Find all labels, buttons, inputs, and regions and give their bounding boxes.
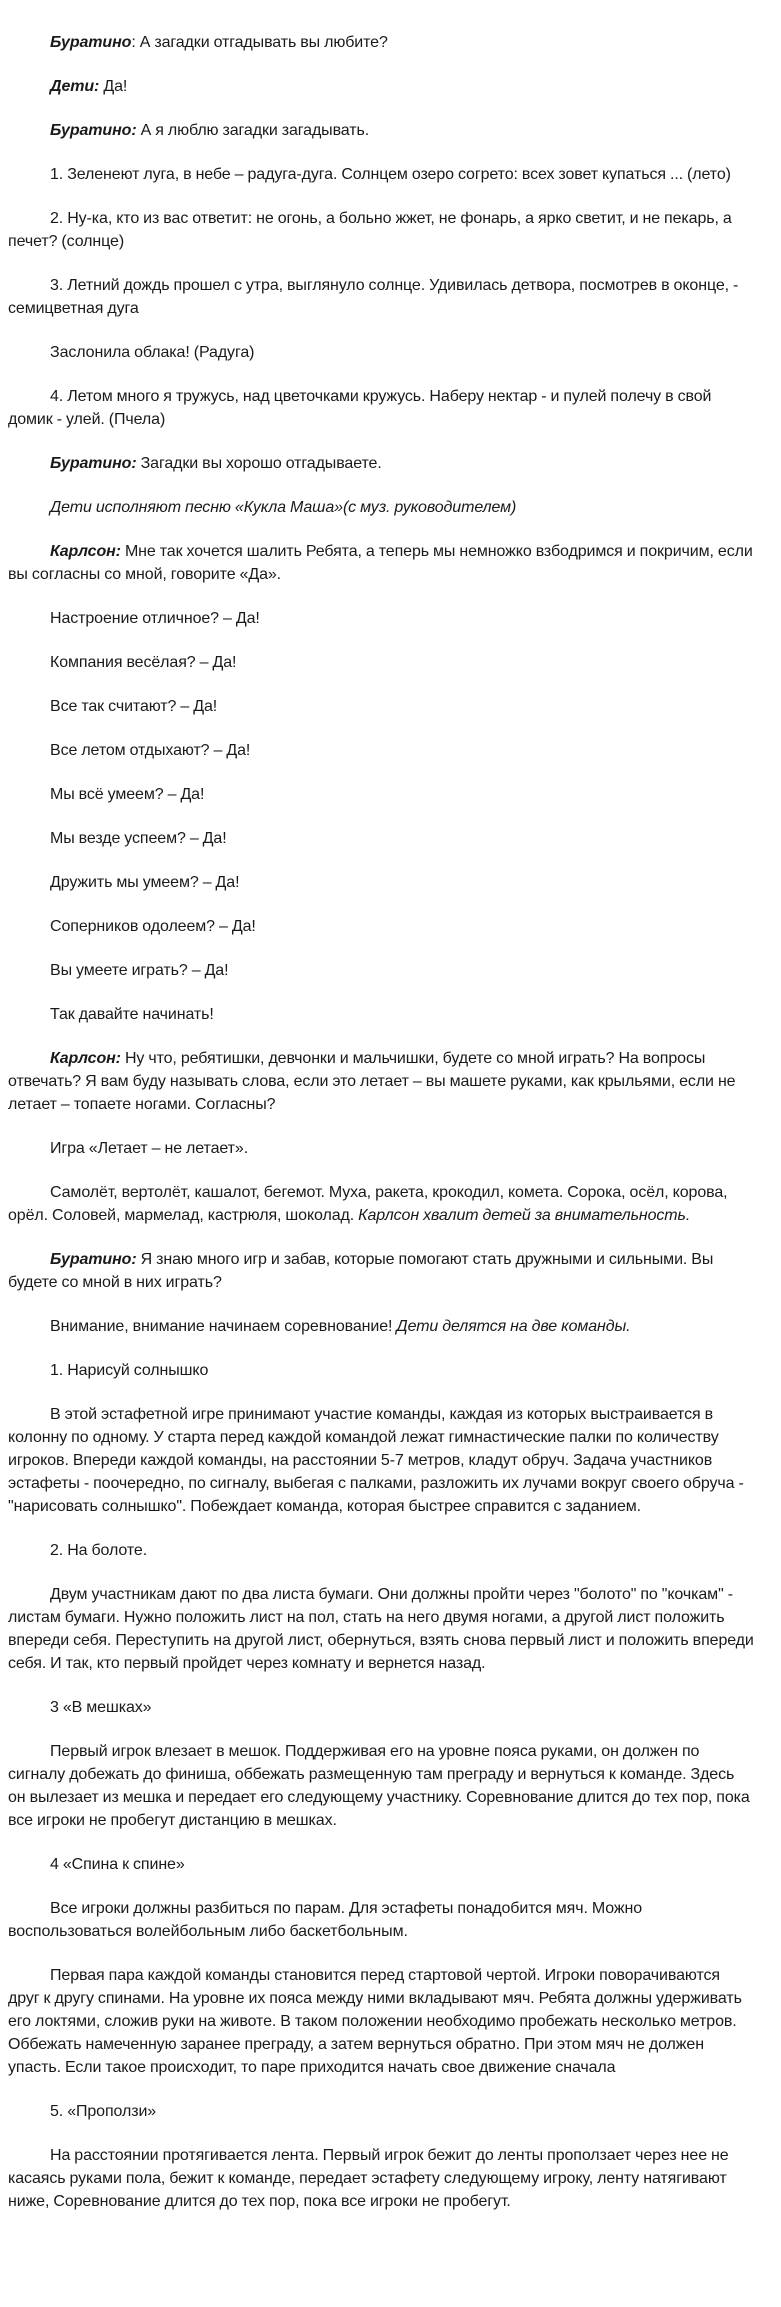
text-run: Ну что, ребятишки, девчонки и мальчишки, будете со мной играть? На вопросы отвечать? Я вам буду называть слова, если это летает – вы машете руками, как крыльями, если не летает – топаете ногами. Согласны? [8,1050,736,1113]
paragraph [8,496,755,519]
paragraph [8,871,755,894]
text-run: Дети делятся на две команды. [396,1318,631,1335]
paragraph [8,915,755,938]
text-run: Дети исполняют песню «Кукла Маша»(с муз. руководителем) [50,499,517,516]
text-run: Соперников одолеем? – Да! [50,918,256,935]
text-run: Компания весёлая? – Да! [50,654,237,671]
text-run: Заслонила облака! (Радуга) [50,344,255,361]
paragraph [8,452,755,475]
text-run: Первая пара каждой команды становится перед стартовой чертой. Игроки поворачиваются друг к другу спинами. На уровне их пояса между ними вкладывают мяч. Ребята должны удерживать его локтями, сложив руки на животе. В таком положении необходимо пробежать несколько метров. Оббежать намеченную заранее преграду, а затем вернуться обратно. При этом мяч не должен упасть. Если такое происходит, то паре приходится начать свое движение сначала [8,1967,742,2076]
paragraph [8,2100,755,2123]
text-run: Двум участникам дают по два листа бумаги. Они должны пройти через "болото" по "кочкам" - листам бумаги. Нужно положить лист на пол, стать на него двумя ногами, а другой лист положить впереди себя. Переступить на другой лист, обернуться, взять снова первый лист и положить впереди себя. И так, кто первый пройдет через комнату и вернется назад. [8,1586,754,1672]
text-run: Все летом отдыхают? – Да! [50,742,251,759]
paragraph [8,163,755,186]
text-run: Все так считают? – Да! [50,698,218,715]
paragraph [8,207,755,253]
paragraph [8,1315,755,1338]
text-run: Буратино: [50,455,137,472]
paragraph [8,739,755,762]
text-run: В этой эстафетной игре принимают участие команды, каждая из которых выстраивается в колонну по одному. У старта перед каждой командой лежат гимнастические палки по количеству игроков. Впереди каждой команды, на расстоянии 5-7 метров, кладут обруч. Задача участников эстафеты - поочередно, по сигналу, выбегая с палками, разложить их лучами вокруг своего обруча - "нарисовать солнышко". Побеждает команда, которая быстрее справится с заданием. [8,1406,744,1515]
paragraph [8,1539,755,1562]
paragraph-list [8,31,755,2213]
paragraph [8,341,755,364]
paragraph [8,783,755,806]
paragraph [8,1181,755,1227]
paragraph [8,119,755,142]
text-run: Карлсон: [50,543,121,560]
text-run: 4. Летом много я тружусь, над цветочками кружусь. Наберу нектар - и пулей полечу в свой домик - улей. (Пчела) [8,388,712,428]
paragraph [8,1696,755,1719]
text-run: 4 «Спина к спине» [50,1856,185,1873]
text-run: 1. Зеленеют луга, в небе – радуга-дуга. Солнцем озеро согрето: всех зовет купаться ... (лето) [50,166,731,183]
text-run: Буратино [50,34,132,51]
text-run: Мне так хочется шалить Ребята, а теперь мы немножко взбодримся и покричим, если вы согласны со мной, говорите «Да». [8,543,753,583]
paragraph [8,1740,755,1832]
text-run: Игра «Летает – не летает». [50,1140,249,1157]
paragraph [8,959,755,982]
text-run: На расстоянии протягивается лента. Первый игрок бежит до ленты проползает через нее не касаясь руками пола, бежит к команде, передает эстафету следующему игроку, ленту натягивают ниже, Соревнование длится до тех пор, пока все игроки не пробегут. [8,2147,729,2210]
text-run: Вы умеете играть? – Да! [50,962,229,979]
paragraph [8,2144,755,2213]
text-run: Дружить мы умеем? – Да! [50,874,240,891]
paragraph [8,1137,755,1160]
paragraph [8,75,755,98]
text-run: 5. «Проползи» [50,2103,157,2120]
paragraph [8,1853,755,1876]
paragraph [8,540,755,586]
text-run: 3. Летний дождь прошел с утра, выглянуло солнце. Удивилась детвора, посмотрев в оконце, - семицветная дуга [8,277,739,317]
paragraph [8,31,755,54]
text-run: Первый игрок влезает в мешок. Поддерживая его на уровне пояса руками, он должен по сигналу добежать до финиша, оббежать размещенную там преграду и вернуться к команде. Здесь он вылезает из мешка и передает его следующему участнику. Соревнование длится до тех пор, пока все игроки не пробегут дистанцию в мешках. [8,1743,750,1829]
text-run: 3 «В мешках» [50,1699,152,1716]
text-run: Карлсон: [50,1050,121,1067]
text-run: Самолёт, вертолёт, кашалот, бегемот. Муха, ракета, крокодил, комета. Сорока, осёл, корова, орёл. Соловей, мармелад, кастрюля, шоколад. [8,1184,728,1224]
text-run: 1. Нарисуй солнышко [50,1362,209,1379]
paragraph [8,1964,755,2079]
text-run: Карлсон хвалит детей за внимательность. [358,1207,691,1224]
text-run: 2. На болоте. [50,1542,148,1559]
text-run: Буратино: [50,122,137,139]
paragraph [8,1248,755,1294]
text-run: : А загадки отгадывать вы любите? [131,34,388,51]
paragraph [8,607,755,630]
paragraph [8,1047,755,1116]
text-run: Загадки вы хорошо отгадываете. [136,455,382,472]
paragraph [8,1003,755,1026]
text-run: Внимание, внимание начинаем соревнование! [50,1318,397,1335]
text-run: Да! [99,78,128,95]
text-run: Дети: [50,78,100,95]
text-run: Мы всё умеем? – Да! [50,786,205,803]
text-run: Мы везде успеем? – Да! [50,830,227,847]
text-run: Буратино: [50,1251,137,1268]
text-run: 2. Ну-ка, кто из вас ответит: не огонь, а больно жжет, не фонарь, а ярко светит, и не пекарь, а печет? (солнце) [8,210,732,250]
paragraph [8,274,755,320]
paragraph [8,385,755,431]
paragraph [8,1583,755,1675]
paragraph [8,827,755,850]
paragraph [8,1897,755,1943]
text-run: А я люблю загадки загадывать. [136,122,370,139]
text-run: Все игроки должны разбиться по парам. Для эстафеты понадобится мяч. Можно воспользоваться волейбольным либо баскетбольным. [8,1900,643,1940]
text-run: Так давайте начинать! [50,1006,214,1023]
text-run: Я знаю много игр и забав, которые помогают стать дружными и сильными. Вы будете со мной в них играть? [8,1251,714,1291]
paragraph [8,651,755,674]
paragraph [8,695,755,718]
paragraph [8,1359,755,1382]
paragraph [8,1403,755,1518]
text-run: Настроение отличное? – Да! [50,610,260,627]
